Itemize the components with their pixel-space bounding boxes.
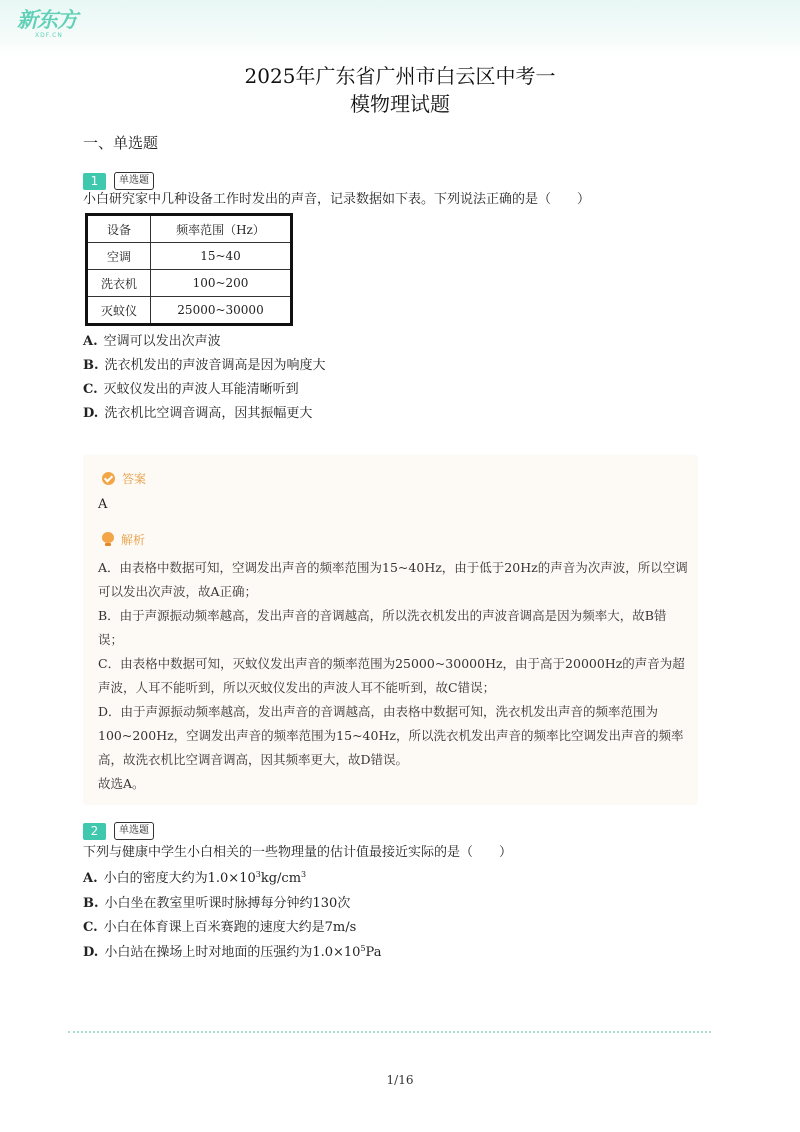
table-header-row: [87, 215, 292, 243]
option-text: 洗衣机比空调音调高，因其振幅更大: [104, 406, 313, 421]
option-a: [83, 333, 221, 351]
question-1-stem: 小白研究家中几种设备工作时发出的声音，记录数据如下表。下列说法正确的是（ ）: [83, 192, 591, 207]
option-unit: Pa: [365, 945, 382, 960]
check-badge-icon: [102, 472, 115, 485]
question-number-badge: 2: [83, 823, 106, 840]
analysis-paragraph: D．由于声源振动频率越高，发出声音的音调越高，由表格中数据可知，洗衣机发出声音的频率范围为100~200Hz，空调发出声音的频率范围为15~40Hz，所以洗衣机发出声音的频率比空调发出声音的频率高，故洗衣机比空调音调高，因其频率更大，故D错误。: [98, 704, 684, 767]
option-text: 小白坐在教室里听课时脉搏每分钟约130次: [104, 896, 351, 911]
question-number-badge: 1: [83, 173, 106, 190]
question-2-stem: 下列与健康中学生小白相关的一些物理量的估计值最接近实际的是（ ）: [83, 845, 513, 860]
analysis-paragraph: 故选A。: [98, 776, 145, 791]
option-c: [83, 919, 356, 937]
option-text: 小白的密度大约为1.0×10: [103, 871, 256, 886]
option-a: [83, 870, 306, 888]
option-letter: C.: [83, 382, 98, 397]
option-letter: A.: [83, 334, 98, 349]
table-header-cell: 频率范围（Hz）: [151, 215, 292, 243]
footer-divider: [68, 1031, 711, 1033]
table-cell: 100~200: [151, 270, 292, 297]
document-title-line1: 2025年广东省广州市白云区中考一: [244, 64, 556, 88]
option-b: [83, 895, 350, 913]
section-heading: 一、单选题: [83, 134, 159, 152]
exponent: 5: [360, 944, 366, 953]
analysis-paragraph: B．由于声源振动频率越高，发出声音的音调越高，所以洗衣机发出的声波音调高是因为频率大，故B错误；: [98, 608, 667, 647]
option-c: [83, 381, 299, 399]
question-2-header: [83, 822, 154, 840]
lightbulb-icon: [102, 532, 114, 547]
logo-text: 新东方: [17, 8, 77, 32]
table-row: [87, 270, 292, 297]
option-text: 小白在体育课上百米赛跑的速度大约是7m/s: [103, 920, 357, 935]
option-letter: A.: [83, 871, 98, 886]
exponent: 3: [255, 870, 261, 879]
document-title-line2: 模物理试题: [350, 92, 450, 116]
table-cell: 洗衣机: [87, 270, 151, 297]
table-header-cell: 设备: [87, 215, 151, 243]
logo-subtext: XDF.CN: [35, 32, 63, 39]
analysis-text: [98, 556, 688, 796]
question-1-header: [83, 172, 154, 190]
exponent: 3: [301, 870, 307, 879]
header-band: [0, 0, 800, 58]
page-number: 1/16: [386, 1073, 414, 1087]
option-d: [83, 405, 312, 423]
option-text: 灭蚊仪发出的声波人耳能清晰听到: [103, 382, 299, 397]
option-letter: C.: [83, 920, 98, 935]
table-cell: 空调: [87, 243, 151, 270]
table-cell: 25000~30000: [151, 297, 292, 325]
option-b: [83, 357, 326, 375]
table-row: [87, 243, 292, 270]
question-type-tag: 单选题: [114, 172, 154, 190]
table-row: [87, 297, 292, 325]
option-letter: D.: [83, 406, 99, 421]
option-letter: D.: [83, 945, 99, 960]
option-text: 洗衣机发出的声波音调高是因为响度大: [104, 358, 326, 373]
answer-label-row: [102, 470, 146, 487]
brand-logo: [17, 9, 87, 43]
question-type-tag: 单选题: [114, 822, 154, 840]
option-unit: kg/cm: [260, 871, 302, 886]
option-letter: B.: [83, 358, 99, 373]
option-text: 小白站在操场上时对地面的压强约为1.0×10: [104, 945, 361, 960]
table-cell: 15~40: [151, 243, 292, 270]
analysis-paragraph: A．由表格中数据可知，空调发出声音的频率范围为15~40Hz，由于低于20Hz的声音为次声波，所以空调可以发出次声波，故A正确；: [98, 560, 688, 599]
option-d: [83, 944, 381, 962]
table-cell: 灭蚊仪: [87, 297, 151, 325]
option-letter: B.: [83, 896, 99, 911]
frequency-table: [85, 213, 293, 326]
analysis-label-row: [102, 531, 145, 548]
analysis-paragraph: C．由表格中数据可知，灭蚊仪发出声音的频率范围为25000~30000Hz，由于高于20000Hz的声音为超声波，人耳不能听到，所以灭蚊仪发出的声波人耳不能听到，故C错误；: [98, 656, 685, 695]
answer-label: 答案: [122, 472, 147, 486]
answer-value: A: [98, 497, 108, 512]
analysis-label: 解析: [121, 533, 146, 547]
option-text: 空调可以发出次声波: [103, 334, 221, 349]
